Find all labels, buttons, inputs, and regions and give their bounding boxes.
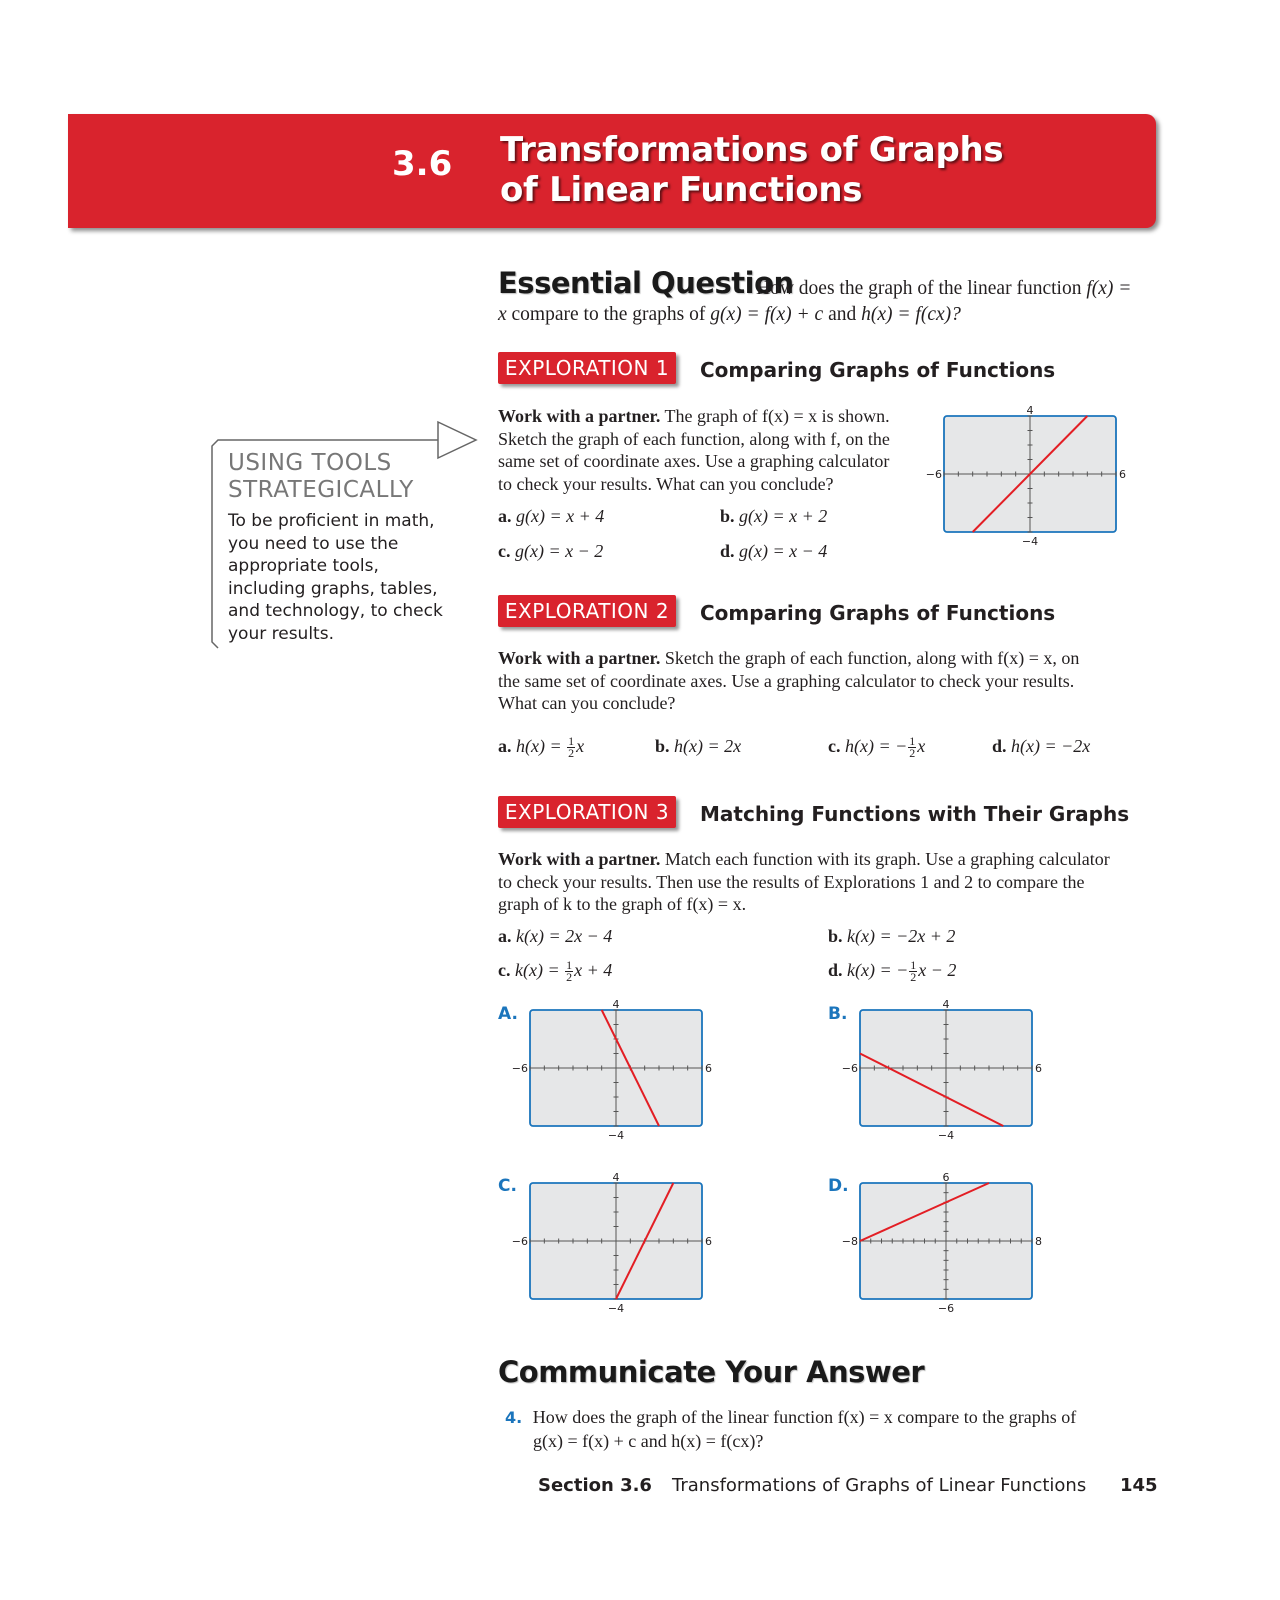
item-expr: k(x) = 2x − 4 [516, 926, 613, 946]
exploration1-item-c [498, 541, 603, 562]
exploration3-line3: graph of k to the graph of f(x) = x. [498, 894, 747, 914]
exploration1-tab: EXPLORATION 1 [498, 352, 676, 384]
item-label: c. [828, 736, 841, 756]
fraction-den: 2 [910, 970, 917, 985]
eq-expr-f: f(x) = x [498, 278, 1132, 325]
exploration3-tab: EXPLORATION 3 [498, 796, 676, 828]
fraction-den: 2 [568, 746, 575, 761]
x-max-label: 6 [1119, 468, 1126, 481]
x-min-label: −8 [841, 1235, 858, 1248]
item-expr: h(x) = 2x [674, 736, 742, 756]
exploration1-line1: The graph of f(x) = x is shown. [664, 406, 890, 426]
exploration2-lead: Work with a partner. [498, 648, 661, 668]
sidebar-text: To be proficient in math, you need to use the appropriate tools, including graphs, tables, and technology, to check your results. [228, 511, 443, 644]
page-number: 145 [1120, 1475, 1158, 1496]
graph-d [841, 1171, 1070, 1333]
exploration1-text [498, 405, 928, 495]
exploration3-line2: to check your results. Then use the results of Explorations 1 and 2 to compare the [498, 871, 1085, 892]
exploration2-line1: Sketch the graph of each function, along with f(x) = x, on [664, 648, 1080, 668]
fraction-num: 1 [568, 734, 575, 749]
eq-expr-h: h(x) = f(cx)? [861, 304, 961, 325]
fraction [565, 960, 573, 983]
exploration1-item-b [720, 506, 827, 527]
x-min-label: −6 [925, 468, 942, 481]
graph-b-label: B. [828, 1004, 848, 1024]
item-label: a. [498, 926, 512, 946]
exploration3-item-a [498, 926, 612, 947]
exploration2-line2: the same set of coordinate axes. Use a graphing calculator to check your results. [498, 670, 1075, 691]
section-title-line2: of Linear Functions [500, 170, 863, 210]
fraction-den: 2 [566, 970, 573, 985]
item-expr-post: x [576, 736, 585, 756]
item-label: a. [498, 736, 512, 756]
exploration2-item-a [498, 736, 584, 759]
x-max-label: 6 [1035, 1062, 1042, 1075]
fraction-num: 1 [910, 958, 917, 973]
exploration1-lead: Work with a partner. [498, 406, 661, 426]
fraction-den: 2 [909, 746, 916, 761]
sidebar-title-line2: STRATEGICALLY [228, 477, 414, 503]
exploration3-item-c [498, 960, 612, 983]
y-max-label: 4 [612, 1171, 620, 1184]
exploration3-text [498, 848, 1158, 916]
item-label: c. [498, 960, 511, 980]
fraction [909, 960, 917, 983]
x-min-label: −6 [511, 1235, 528, 1248]
item-expr: g(x) = x − 4 [739, 541, 828, 561]
item-expr-pre: k(x) = − [847, 960, 909, 980]
exploration1-item-a [498, 506, 604, 527]
essential-question-label: Essential Question [498, 266, 794, 300]
item-expr-post: x + 4 [574, 960, 613, 980]
footer-section: Section 3.6 [538, 1475, 652, 1496]
x-max-label: 6 [705, 1062, 712, 1075]
item-expr-pre: h(x) = − [845, 736, 908, 756]
exploration3-lead: Work with a partner. [498, 849, 661, 869]
exploration1-line2: Sketch the graph of each function, along with f, on the [498, 428, 890, 449]
exploration1-item-d [720, 541, 827, 562]
section-title-line1: Transformations of Graphs [500, 130, 1004, 170]
exploration2-title: Comparing Graphs of Functions [700, 601, 1056, 625]
x-max-label: 8 [1035, 1235, 1042, 1248]
essential-question-text [498, 276, 1138, 328]
item-expr: g(x) = x − 2 [515, 541, 604, 561]
item-label: b. [720, 506, 735, 526]
item-expr: k(x) = −2x + 2 [847, 926, 956, 946]
exploration3-item-d [828, 960, 956, 983]
item-label: d. [828, 960, 843, 980]
exploration1-title: Comparing Graphs of Functions [700, 358, 1056, 382]
graph-c [511, 1171, 740, 1333]
exploration1-line4: to check your results. What can you conclude? [498, 473, 834, 494]
y-max-label: 6 [942, 1171, 950, 1184]
item-label: b. [828, 926, 843, 946]
item-label: b. [655, 736, 670, 756]
fraction-num: 1 [566, 958, 573, 973]
exploration2-item-b [655, 736, 741, 757]
exploration2-text [498, 647, 1158, 715]
graph-a [511, 998, 740, 1160]
question-line1: How does the graph of the linear function f(x) = x compare to the graphs of [532, 1407, 1077, 1427]
exploration2-item-d [992, 736, 1090, 757]
fraction [908, 736, 916, 759]
graph-d-label: D. [828, 1176, 849, 1196]
y-max-label: 4 [942, 998, 950, 1011]
communicate-label: Communicate Your Answer [498, 1355, 925, 1389]
y-min-label: −4 [607, 1302, 625, 1315]
graph-a-label: A. [498, 1004, 518, 1024]
item-expr: g(x) = x + 2 [739, 506, 828, 526]
item-expr-post: x − 2 [918, 960, 957, 980]
item-label: a. [498, 506, 512, 526]
section-title [500, 130, 1003, 210]
item-label: d. [992, 736, 1007, 756]
x-min-label: −6 [511, 1062, 528, 1075]
exploration1-line3: same set of coordinate axes. Use a graphing calculator [498, 451, 890, 471]
question-number: 4. [505, 1408, 523, 1427]
sidebar-title-line1: USING TOOLS [228, 450, 392, 476]
item-expr-pre: h(x) = [516, 736, 567, 756]
item-label: d. [720, 541, 735, 561]
y-max-label: 4 [1026, 404, 1034, 417]
exploration2-item-c [828, 736, 925, 759]
section-number: 3.6 [392, 144, 453, 184]
y-min-label: −6 [937, 1302, 955, 1315]
fraction [567, 736, 575, 759]
fraction-num: 1 [909, 734, 916, 749]
x-max-label: 6 [705, 1235, 712, 1248]
graph-c-label: C. [498, 1176, 517, 1196]
sidebar-title [228, 450, 414, 504]
eq-expr-g: g(x) = f(x) + c [710, 304, 824, 325]
exploration2-tab: EXPLORATION 2 [498, 595, 676, 627]
exploration3-title: Matching Functions with Their Graphs [700, 802, 1130, 826]
question-line2: g(x) = f(x) + c and h(x) = f(cx)? [533, 1430, 764, 1451]
x-min-label: −6 [841, 1062, 858, 1075]
graph-b [841, 998, 1070, 1160]
exploration1-graph [925, 404, 1154, 566]
eq-and: and [828, 304, 857, 325]
item-expr-post: x [917, 736, 926, 756]
y-max-label: 4 [612, 998, 620, 1011]
y-min-label: −4 [607, 1129, 625, 1142]
item-label: c. [498, 541, 511, 561]
item-expr-pre: k(x) = [515, 960, 565, 980]
communicate-question [505, 1406, 1145, 1452]
y-min-label: −4 [1021, 535, 1039, 548]
exploration3-item-b [828, 926, 955, 947]
eq-mid: compare to the graphs of [511, 304, 706, 325]
item-expr: g(x) = x + 4 [516, 506, 605, 526]
item-expr: h(x) = −2x [1011, 736, 1091, 756]
exploration2-line3: What can you conclude? [498, 693, 676, 713]
y-min-label: −4 [937, 1129, 955, 1142]
exploration3-line1: Match each function with its graph. Use a graphing calculator [664, 849, 1110, 869]
footer-title: Transformations of Graphs of Linear Functions [672, 1475, 1087, 1496]
eq-intro: How does the graph of the linear function [756, 278, 1082, 299]
